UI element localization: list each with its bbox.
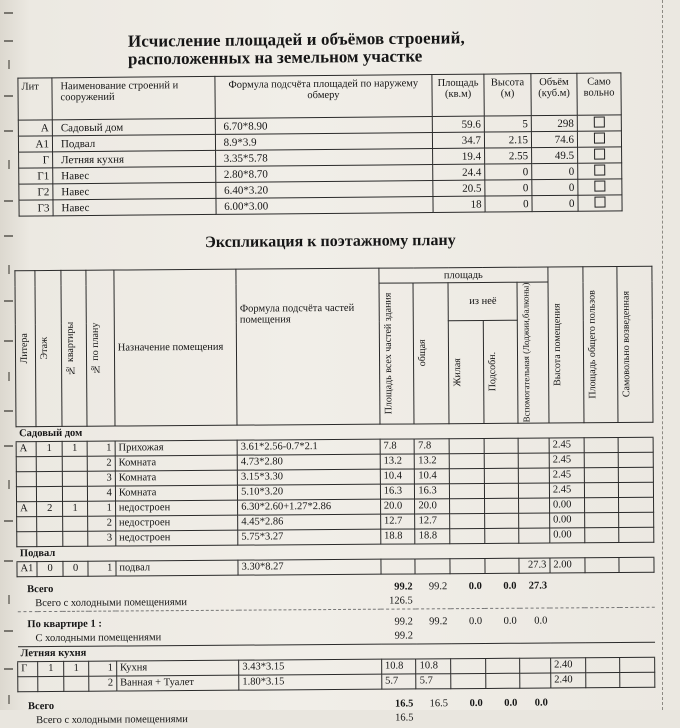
cell-self: [578, 163, 622, 179]
cell-plan: 3: [88, 531, 116, 546]
cell-formula: 1.80*3.15: [239, 674, 382, 690]
cell-formula: 8.9*3.9: [215, 133, 433, 151]
cell-area-all: 10.8: [381, 659, 416, 674]
cell-name: Летняя кухня: [53, 150, 216, 167]
section-label: Садовый дом: [16, 422, 653, 441]
cell-plan: 3: [88, 471, 116, 486]
cell-floor: 1: [38, 661, 64, 676]
cell-area-all: 13.2: [380, 454, 415, 469]
cell-apt: [64, 676, 90, 691]
cell-volume: 0: [532, 163, 578, 179]
buildings-table: [17, 72, 622, 216]
cell-balcony: [519, 453, 550, 468]
cell-area-all: 7.8: [380, 439, 415, 454]
cell-balcony: [519, 513, 550, 528]
cell-formula: 5.10*3.20: [238, 484, 381, 500]
cell-litera: А1: [17, 561, 37, 576]
cell-total: 7.8: [415, 438, 450, 453]
cell-lit: Г2: [19, 184, 53, 200]
cell-height: 2.45: [549, 452, 584, 467]
cell-height: 0.00: [549, 497, 584, 512]
cell-common: [584, 527, 619, 542]
cell-litera: А: [17, 501, 37, 516]
cell-height: 0.00: [550, 527, 585, 542]
cell-formula: 6.00*3.00: [216, 197, 434, 215]
cell-common: [584, 437, 619, 452]
hdr-self: Самовольно возведенная: [620, 291, 633, 398]
cell-living: [449, 468, 484, 483]
hdr-aux: Подсобн.: [486, 352, 499, 392]
apt-total-balcony: 0.0: [520, 608, 551, 629]
cell-self: [619, 497, 654, 512]
cell-aux: [485, 658, 520, 673]
cell-total: 12.7: [415, 513, 450, 528]
cell-purpose: подвал: [116, 560, 238, 576]
cell-height: 0: [485, 196, 532, 212]
cell-name: Навес: [53, 166, 216, 183]
total-living: 0.0: [468, 581, 482, 593]
cell-lit: А1: [18, 136, 52, 152]
cell-balcony: [519, 528, 550, 543]
cell-lit: А: [18, 120, 52, 136]
cell-litera: [18, 676, 38, 691]
section-title-1: Исчисление площадей и объёмов строений,: [127, 28, 465, 51]
hdr-living: Жилая: [452, 357, 464, 387]
cell-height: 2.00: [550, 557, 585, 572]
checkbox-icon: [594, 164, 605, 175]
total-aux: 0.0: [503, 580, 517, 593]
cell-common: [584, 497, 619, 512]
cell-aux: [484, 468, 519, 483]
cell-area-all: 5.7: [382, 674, 417, 689]
cell-apt: [62, 471, 88, 486]
cell-aux: [484, 498, 519, 513]
cell-litera: Г: [18, 661, 38, 676]
cell-living: [449, 438, 484, 453]
section-label: Подвал: [17, 542, 654, 561]
cell-total: 10.8: [416, 658, 451, 673]
apt-total-total: 99.2: [416, 608, 451, 629]
cell-self: [619, 467, 654, 482]
cell-height: 0.00: [550, 512, 585, 527]
total-cold: 126.5: [389, 595, 413, 607]
cell-self: [619, 482, 654, 497]
cell-common: [585, 672, 620, 687]
checkbox-icon: [594, 148, 605, 159]
hdr-area-group: площадь: [379, 267, 548, 283]
kitchen-total-aux: 0.0: [504, 697, 518, 710]
cell-litera: [16, 486, 36, 501]
cell-purpose: Кухня: [116, 660, 238, 676]
cell-balcony: [520, 658, 551, 673]
cell-apt: [62, 516, 88, 531]
cell-area-all: 10.4: [380, 469, 415, 484]
section-title-1b: расположенных на земельном участке: [127, 46, 423, 69]
cell-height: 2.45: [549, 437, 584, 452]
cell-aux: [484, 453, 519, 468]
apt-total-label: По квартире 1 :: [17, 609, 381, 632]
hdr-apt: № квартиры: [64, 321, 76, 376]
cell-self: [578, 179, 622, 195]
cell-plan: 1: [87, 441, 115, 456]
cell-name: Садовый дом: [52, 118, 215, 135]
cell-floor: [37, 516, 63, 531]
apt-total-living: 0.0: [450, 608, 485, 629]
cell-living: [449, 453, 484, 468]
checkbox-icon: [594, 196, 605, 207]
cell-purpose: Ванная + Туалет: [117, 675, 239, 691]
cell-common: [584, 482, 619, 497]
total-total: 99.2: [428, 581, 448, 593]
cell-self: [619, 527, 654, 542]
cell-aux: [484, 483, 519, 498]
cell-self: [620, 657, 655, 672]
hdr-common: Площадь общего пользов: [586, 290, 598, 399]
cell-height: 2.15: [484, 132, 531, 148]
cell-area-all: 20.0: [380, 499, 415, 514]
cell-area: 34.7: [432, 132, 484, 148]
col-self: Само вольно: [577, 73, 621, 115]
cell-plan: 2: [88, 456, 116, 471]
hdr-formula: Формула подсчёта частей помещения: [236, 268, 380, 425]
cell-litera: [17, 516, 37, 531]
hdr-purpose: Назначение помещения: [114, 269, 237, 426]
cell-apt: [63, 531, 89, 546]
cell-total: 5.7: [416, 673, 451, 688]
cell-living: [450, 513, 485, 528]
hdr-incl: из неё: [448, 282, 518, 321]
cell-living: [450, 528, 485, 543]
cell-floor: [37, 471, 63, 486]
cell-volume: 49.5: [532, 147, 578, 163]
kitchen-cold: 16.5: [395, 712, 414, 724]
cell-plan: 2: [88, 516, 116, 531]
cell-area: 20.5: [433, 180, 485, 196]
cell-floor: [37, 486, 63, 501]
cell-litera: [16, 456, 36, 471]
cell-height: 5: [484, 116, 531, 132]
cell-balcony: 27.3: [519, 558, 550, 573]
cell-self: [578, 195, 622, 211]
cell-self: [618, 437, 653, 452]
cell-purpose: Комната: [115, 485, 237, 501]
cell-floor: 2: [37, 501, 63, 516]
col-area: Площадь (кв.м): [432, 74, 484, 116]
right-binding-line: [662, 0, 665, 710]
cell-purpose: недостроен: [115, 500, 237, 516]
cell-height: 2.40: [551, 672, 586, 687]
cell-area-all: 18.8: [381, 529, 416, 544]
cell-height: 2.40: [551, 657, 586, 672]
cell-formula: 2.80*8.70: [215, 165, 433, 183]
cell-balcony: [518, 438, 549, 453]
cell-apt: 1: [62, 441, 88, 456]
cell-lit: Г1: [19, 168, 53, 184]
col-lit: Лит: [18, 78, 52, 120]
cell-common: [584, 512, 619, 527]
cell-plan: 2: [89, 676, 117, 691]
cell-common: [584, 467, 619, 482]
hdr-total: общая: [417, 339, 429, 367]
cell-height: 0: [485, 180, 532, 196]
cell-plan: 1: [88, 561, 116, 576]
cell-self: [577, 115, 621, 131]
cell-total: 20.0: [415, 498, 450, 513]
cell-lit: Г: [19, 152, 53, 168]
cell-apt: 0: [63, 561, 89, 576]
cell-height: 2.45: [549, 482, 584, 497]
cell-plan: 1: [89, 661, 117, 676]
cell-name: Навес: [53, 182, 216, 199]
kitchen-total-all: 16.5: [394, 698, 414, 710]
hdr-area-all: Площадь всех частей здания: [382, 292, 395, 415]
cell-apt: [62, 456, 88, 471]
cell-total: 13.2: [415, 453, 450, 468]
cell-self: [620, 672, 655, 687]
cell-name: Подвал: [52, 134, 215, 151]
cell-self: [619, 512, 654, 527]
cell-area: 19.4: [433, 148, 485, 164]
cell-floor: [37, 531, 63, 546]
explication-table: [14, 266, 655, 728]
cell-purpose: недостроен: [115, 515, 237, 531]
cell-apt: 1: [62, 501, 88, 516]
cell-formula: 6.30*2.60+1.27*2.86: [238, 499, 381, 515]
total-cold-label: Всего с холодными помещениями: [35, 597, 188, 610]
cell-purpose: Комната: [115, 470, 237, 486]
cell-common: [585, 657, 620, 672]
cell-formula: 3.35*5.78: [215, 149, 433, 167]
total-label: Всего: [27, 584, 54, 596]
cell-floor: [38, 676, 64, 691]
cell-area: 59.6: [432, 116, 484, 132]
cell-volume: 0: [532, 179, 578, 195]
cell-common: [584, 452, 619, 467]
cell-formula: 5.75*3.27: [238, 529, 381, 545]
kitchen-total-balcony: 0.0: [534, 697, 548, 709]
cell-formula: 4.45*2.86: [238, 514, 381, 530]
cell-height: 2.45: [549, 467, 584, 482]
hdr-height: Высота помещения: [551, 303, 564, 387]
cell-purpose: Прихожая: [115, 440, 237, 456]
col-formula: Формула подсчёта площадей по наружему обмеру: [215, 75, 433, 119]
cell-floor: 0: [37, 561, 63, 576]
cell-purpose: Комната: [115, 455, 237, 471]
cell-volume: 298: [531, 115, 577, 131]
col-name: Наименование строений и сооружений: [52, 76, 215, 119]
cell-lit: Г3: [19, 200, 53, 216]
apt-cold-label: С холодными помещениями: [35, 632, 162, 645]
cell-total: 16.3: [415, 483, 450, 498]
cell-floor: [37, 456, 63, 471]
hdr-balcony: Вспомогательная (Лоджии,балконы): [520, 282, 532, 423]
cell-formula: 3.61*2.56-0.7*2.1: [237, 439, 380, 455]
cell-aux: [484, 528, 519, 543]
cell-self: [577, 131, 621, 147]
apt-cold: 99.2: [394, 630, 413, 642]
cell-formula: 6.40*3.20: [215, 181, 433, 199]
total-all: 99.2: [394, 581, 413, 593]
cell-volume: 0: [532, 195, 578, 211]
cell-formula: 4.73*2.80: [237, 454, 380, 470]
checkbox-icon: [594, 132, 605, 143]
hdr-floor: Этаж: [39, 337, 51, 360]
section-title-2: Экспликация к поэтажному плану: [204, 231, 456, 252]
buildings-header-row: [18, 73, 621, 120]
cell-name: Навес: [53, 198, 216, 215]
cell-aux: [485, 673, 520, 688]
apt-total-aux: 0.0: [485, 608, 520, 629]
checkbox-icon: [594, 116, 605, 127]
cell-living: [450, 483, 485, 498]
cell-volume: 74.6: [531, 131, 577, 147]
total-balcony: 27.3: [528, 580, 548, 592]
cell-self: [578, 147, 622, 163]
cell-plan: 4: [88, 486, 116, 501]
cell-balcony: [519, 483, 550, 498]
cell-litera: А: [16, 441, 36, 456]
cell-litera: [17, 531, 37, 546]
section-label: Летняя кухня: [18, 642, 655, 661]
cell-total: 18.8: [415, 528, 450, 543]
cell-total: 10.4: [415, 468, 450, 483]
cell-formula: 3.43*3.15: [239, 659, 382, 675]
cell-apt: 1: [63, 661, 89, 676]
cell-apt: [62, 486, 88, 501]
cell-balcony: [520, 673, 551, 688]
cell-litera: [16, 471, 36, 486]
cell-self: [618, 452, 653, 467]
cell-area-all: 12.7: [380, 514, 415, 529]
hdr-litera: Литера: [18, 333, 31, 364]
kitchen-total-total: 16.5: [429, 698, 449, 710]
cell-living: [451, 658, 486, 673]
cell-plan: 1: [88, 501, 116, 516]
apt-total-all: 99.2: [381, 609, 416, 630]
hdr-plan: № по плану: [90, 322, 102, 374]
cell-area-all: 16.3: [380, 484, 415, 499]
cell-living: [451, 673, 486, 688]
cell-balcony: [519, 468, 550, 483]
cell-formula: 3.30*8.27: [238, 559, 381, 575]
cell-aux: [484, 513, 519, 528]
kitchen-total-living: 0.0: [469, 698, 483, 710]
kitchen-cold-label: Всего с холодными помещениями: [36, 714, 188, 727]
expl-header-row1: [15, 266, 652, 285]
col-height: Высота (м): [484, 74, 531, 116]
cell-height: 2.55: [485, 148, 532, 164]
cell-aux: [484, 438, 519, 453]
cell-floor: 1: [36, 441, 62, 456]
checkbox-icon: [594, 180, 605, 191]
cell-purpose: недостроен: [116, 530, 238, 546]
cell-formula: 6.70*8.90: [215, 117, 433, 135]
col-volume: Объём (куб.м): [531, 73, 577, 115]
cell-formula: 3.15*3.30: [237, 469, 380, 485]
kitchen-total-label: Всего: [27, 701, 55, 713]
cell-area: 24.4: [433, 164, 485, 180]
cell-area: 18: [433, 196, 485, 212]
cell-height: 0: [485, 164, 532, 180]
cell-balcony: [519, 498, 550, 513]
cell-living: [450, 498, 485, 513]
